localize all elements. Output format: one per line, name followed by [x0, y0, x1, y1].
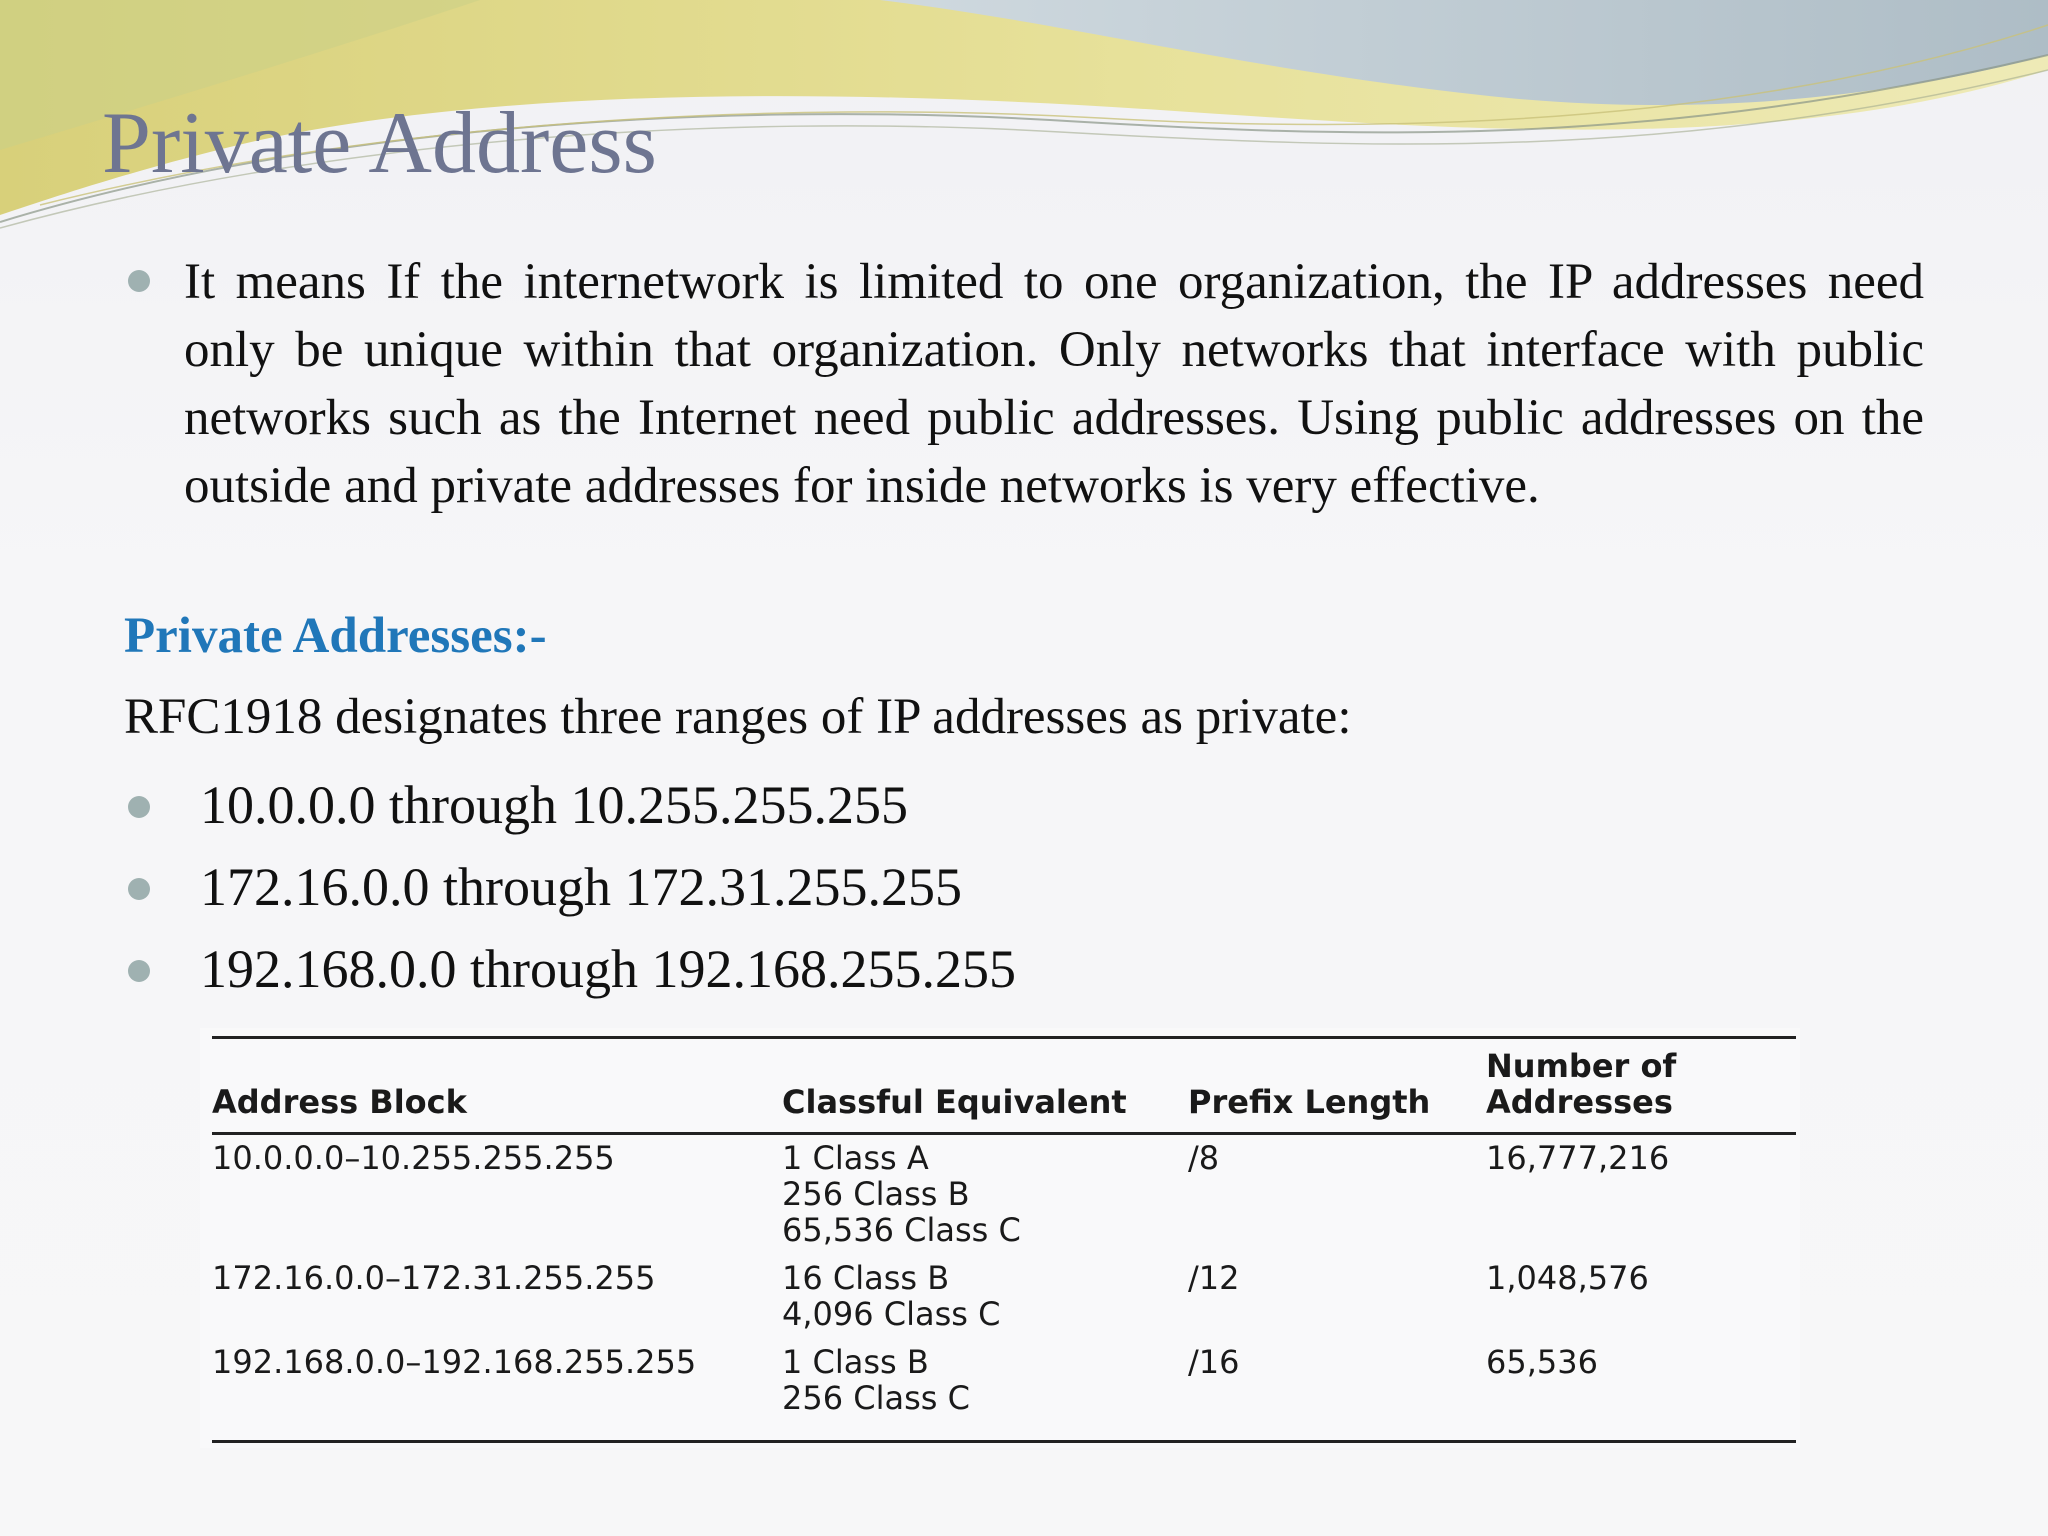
list-item: [124, 936, 1324, 1002]
cell-number-of-addresses: 1,048,576: [1486, 1259, 1649, 1297]
table-top-rule: [212, 1036, 1796, 1039]
paragraph-text: It means If the internetwork is limited to one organization, the IP addresses need only be unique within that organization. Only networks that interface with public networks such as the Internet need public addresses. Using public addresses on the outside and private addresses for inside networks is very effective.: [184, 254, 1924, 514]
cell-address-block: 172.16.0.0–172.31.255.255: [212, 1259, 656, 1297]
list-item: [124, 772, 1324, 838]
bullet-icon: [128, 878, 150, 900]
range-text: 172.16.0.0 through 172.31.255.255: [200, 857, 962, 917]
bullet-icon: [128, 270, 150, 292]
rfc-line: RFC1918 designates three ranges of IP addresses as private:: [124, 689, 1352, 745]
cell-number-of-addresses: 16,777,216: [1486, 1139, 1670, 1177]
range-text: 10.0.0.0 through 10.255.255.255: [200, 775, 908, 835]
header-number-of-addresses: Number of Addresses: [1486, 1047, 1677, 1121]
header-address-block: Address Block: [212, 1083, 467, 1121]
header-prefix-length: Prefix Length: [1188, 1083, 1431, 1121]
bullet-icon: [128, 796, 150, 818]
cell-prefix-length: /16: [1188, 1343, 1240, 1381]
cell-prefix-length: /8: [1188, 1139, 1220, 1177]
slide-title: Private Address: [102, 95, 657, 192]
range-text: 192.168.0.0 through 192.168.255.255: [200, 939, 1016, 999]
cell-number-of-addresses: 65,536: [1486, 1343, 1598, 1381]
cell-classful-equivalent: 1 Class B 256 Class C: [782, 1343, 970, 1417]
table-header-rule: [212, 1132, 1796, 1135]
header-classful-equivalent: Classful Equivalent: [782, 1083, 1127, 1121]
cell-classful-equivalent: 16 Class B 4,096 Class C: [782, 1259, 1001, 1333]
table-bottom-rule: [212, 1440, 1796, 1443]
cell-classful-equivalent: 1 Class A 256 Class B 65,536 Class C: [782, 1139, 1021, 1249]
bullet-icon: [128, 960, 150, 982]
cell-address-block: 192.168.0.0–192.168.255.255: [212, 1343, 697, 1381]
private-address-table: [200, 1028, 1800, 1448]
private-addresses-heading: Private Addresses:-: [124, 608, 547, 664]
cell-prefix-length: /12: [1188, 1259, 1240, 1297]
list-item: [124, 854, 1324, 920]
cell-address-block: 10.0.0.0–10.255.255.255: [212, 1139, 615, 1177]
